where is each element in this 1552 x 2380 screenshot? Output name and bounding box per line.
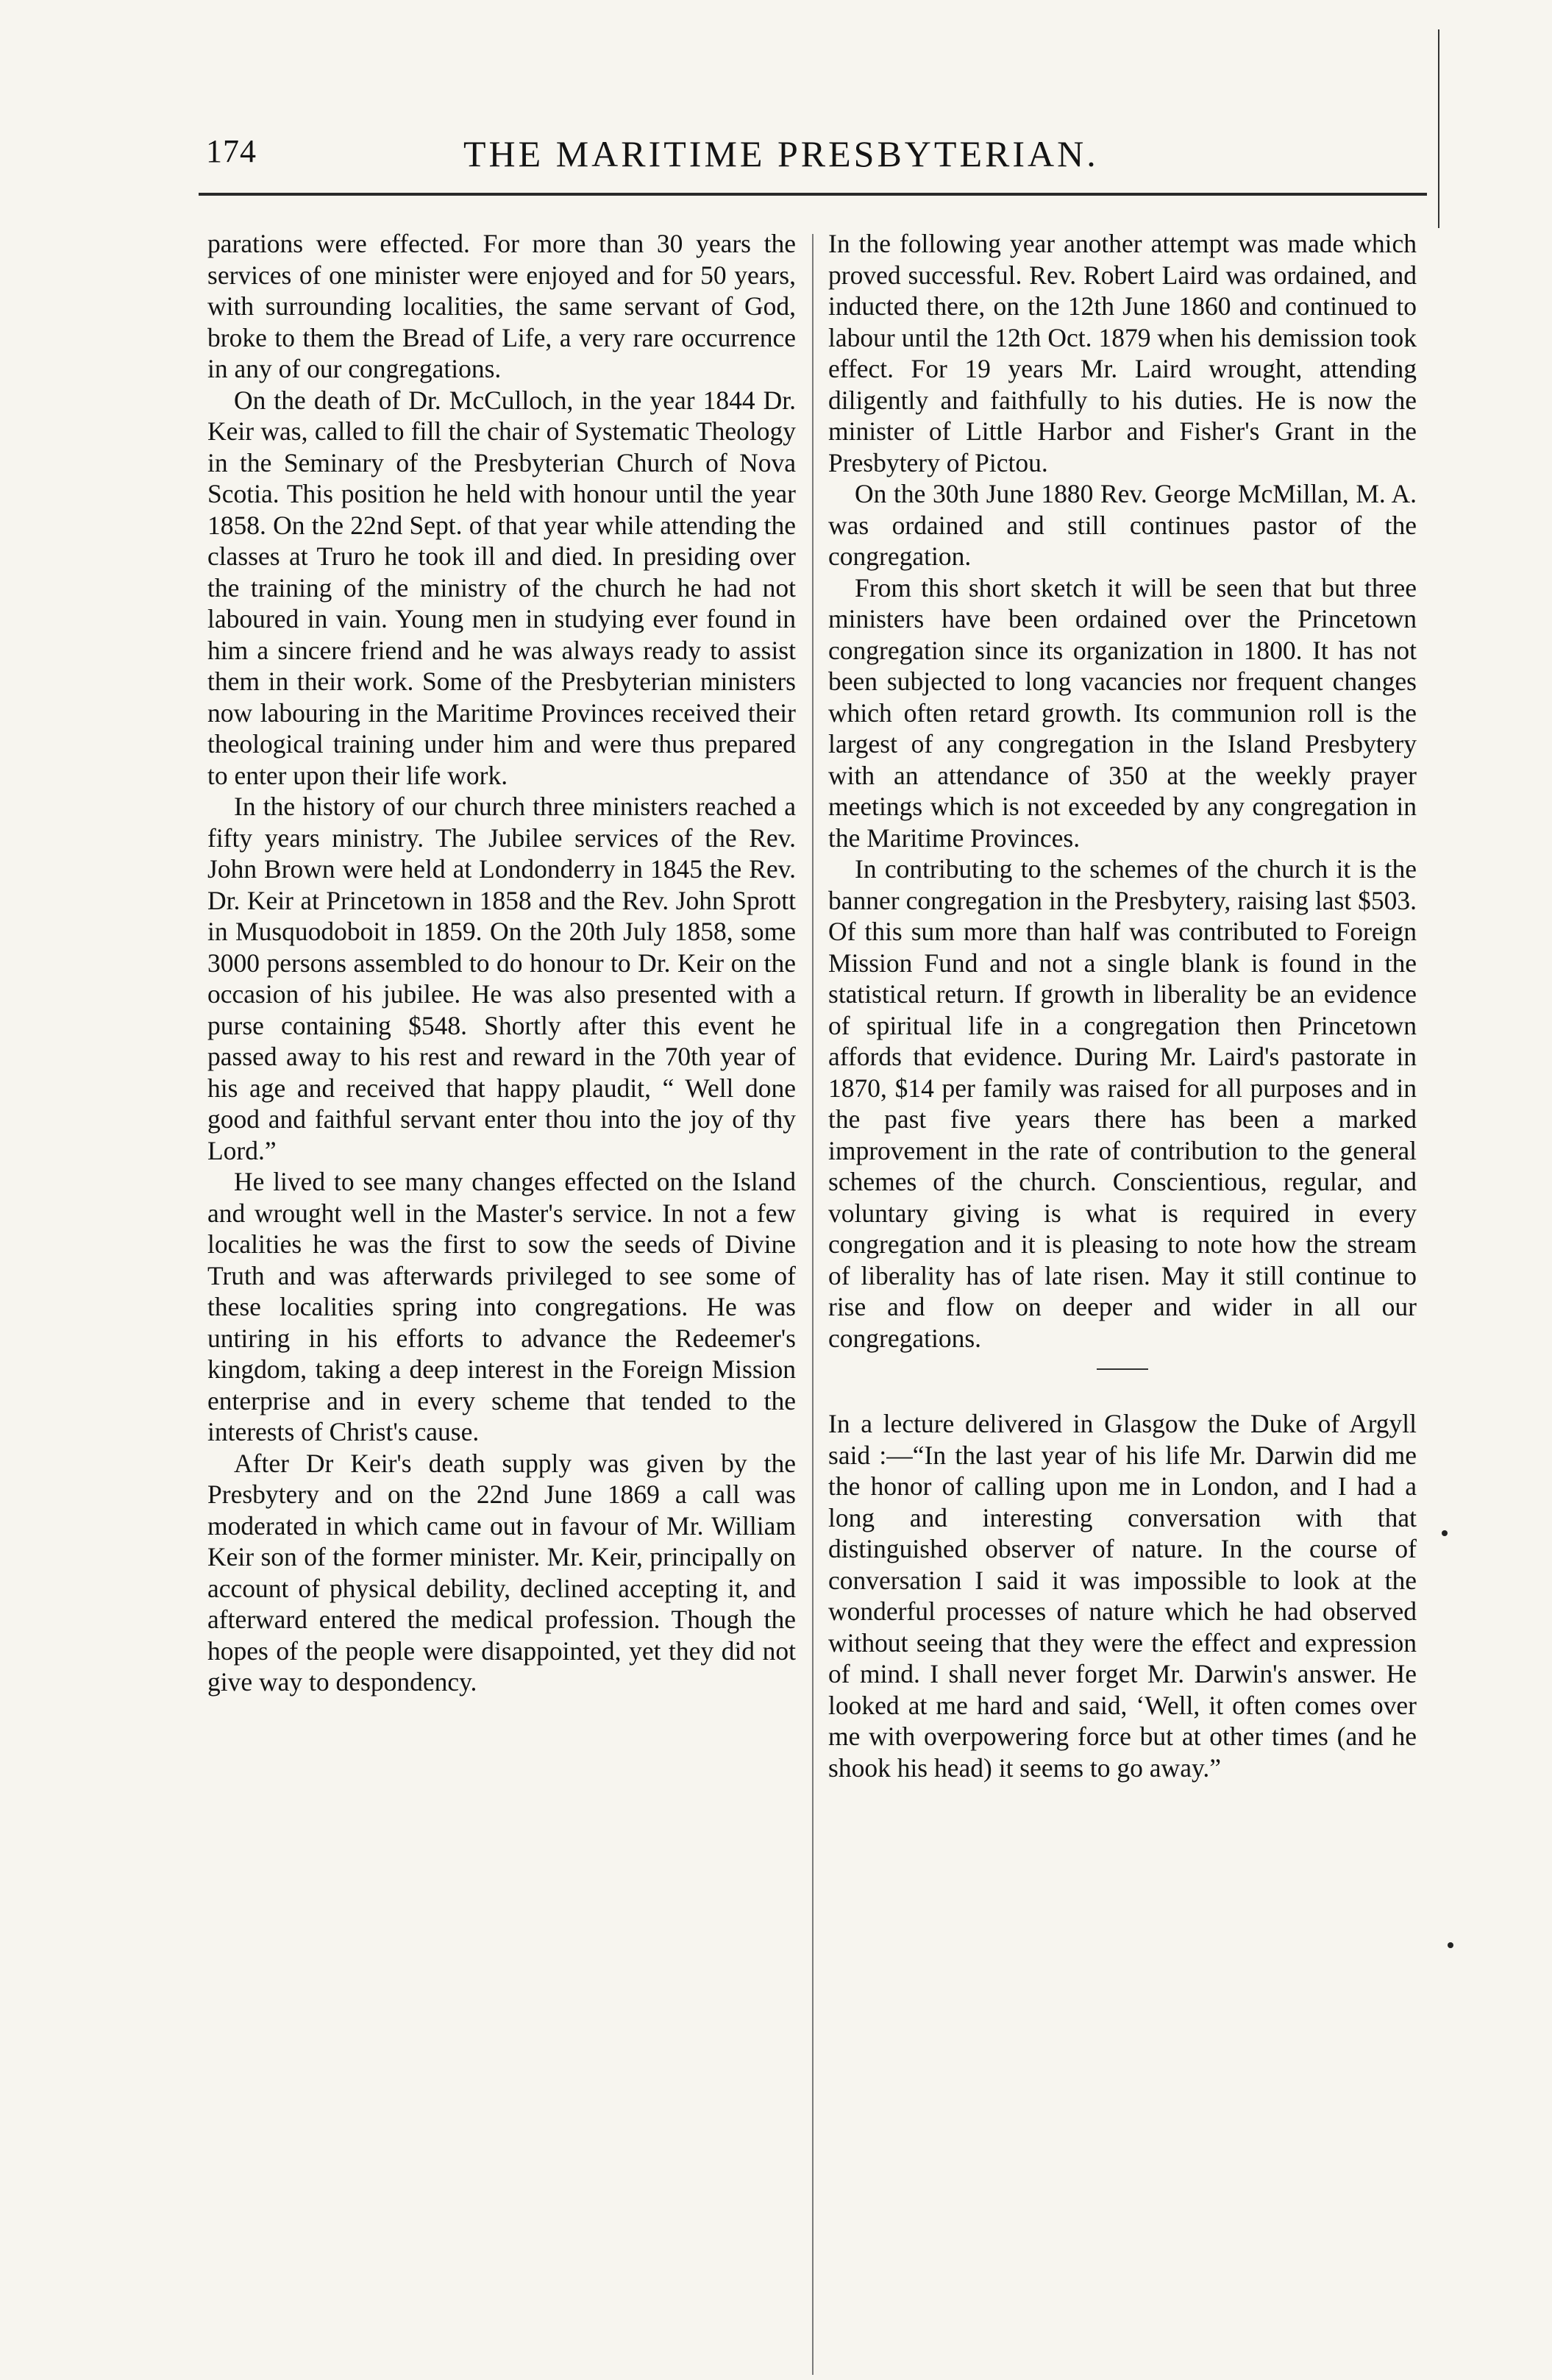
paragraph: On the 30th June 1880 Rev. George McMillan, M. A. was ordained and still continues pastor of the congregation.	[828, 479, 1417, 571]
paragraph: He lived to see many changes effected on the Island and wrought well in the Master's service. In not a few localities he was the first to sow the seeds of Divine Truth and was afterwards privileged to see some of these localities spring into congregations. He was untiring in his efforts to advance the Redeemer's kingdom, taking a deep interest in the Foreign Mission enterprise and in every scheme that tended to the interests of Christ's cause.	[207, 1167, 796, 1446]
page-header	[206, 132, 1427, 184]
column-divider	[812, 234, 814, 2375]
print-speck	[1442, 1530, 1448, 1536]
header-rule	[199, 193, 1427, 196]
paragraph: From this short sketch it will be seen that but three ministers have been ordained over the Princetown congregation since its organization in 1800. It has not been subjected to long vacancies nor frequent changes which often retard growth. Its communion roll is the largest of any congregation in the Island Presbytery with an attendance of 350 at the weekly prayer meetings which is not exceeded by any congregation in the Maritime Provinces.	[828, 572, 1417, 853]
paragraph: On the death of Dr. McCulloch, in the year 1844 Dr. Keir was, called to fill the chair of Systematic Theology in the Seminary of the Presbyterian Church of Nova Scotia. This position he held with honour until the year 1858. On the 22nd Sept. of that year while attending the classes at Truro he took ill and died. In presiding over the training of the ministry of the church he had not laboured in vain. Young men in studying ever found in him a sincere friend and he was always ready to assist them in their work. Some of the Presbyterian ministers now labouring in the Maritime Provinces received their theological training under him and were thus prepared to enter upon their life work.	[207, 385, 796, 790]
paragraph: In the following year another attempt was made which proved successful. Rev. Robert Laird was ordained, and inducted there, on the 12th June 1860 and continued to labour until the 12th Oct. 1879 when his demission took effect. For 19 years Mr. Laird wrought, attending diligently and faithfully to his duties. He is now the minister of Little Harbor and Fisher's Grant in the Presbytery of Pictou.	[828, 229, 1417, 477]
page-edge-mark	[1438, 29, 1439, 228]
section-divider	[1097, 1368, 1148, 1370]
paragraph: In a lecture delivered in Glasgow the Duke of Argyll said :—“In the last year of his life Mr. Darwin did me the honor of calling upon me in London, and I had a long and interesting conversation with that distinguished observer of nature. In the course of conversation I said it was impossible to look at the wonderful processes of nature which he had observed without seeing that they were the effect and expression of mind. I shall never forget Mr. Darwin's answer. He looked at me hard and said, ‘Well, it often comes over me with overpowering force but at other times (and he shook his head) it seems to go away.”	[828, 1409, 1417, 1783]
page-number: 174	[206, 133, 257, 169]
paragraph: parations were effected. For more than 30 years the services of one minister were enjoyed and for 50 years, with surrounding localities, the same servant of God, broke to them the Bread of Life, a very rare occurrence in any of our congregations.	[207, 229, 796, 383]
paragraph: In contributing to the schemes of the church it is the banner congregation in the Presbytery, raising last $503. Of this sum more than half was contributed to Foreign Mission Fund and not a single blank is found in the statistical return. If growth in liberality be an evidence of spiritual life in a congregation then Princetown affords that evidence. During Mr. Laird's pastorate in 1870, $14 per family was raised for all purposes and in the past five years there has been a marked improvement in the rate of contribution to the general schemes of the church. Conscientious, regular, and voluntary giving is what is required in every congregation and it is pleasing to note how the stream of liberality has of late risen. May it still continue to rise and flow on deeper and wider in all our congregations.	[828, 854, 1417, 1353]
paragraph: In the history of our church three ministers reached a fifty years ministry. The Jubilee services of the Rev. John Brown were held at Londonderry in 1845 the Rev. Dr. Keir at Princetown in 1858 and the Rev. John Sprott in Musquodoboit in 1859. On the 20th July 1858, some 3000 persons assembled to do honour to Dr. Keir on the occasion of his jubilee. He was also presented with a purse containing $548. Shortly after this event he passed away to his rest and reward in the 70th year of his age and received that happy plaudit, “ Well done good and faithful servant enter thou into the joy of thy Lord.”	[207, 792, 796, 1165]
paragraph: After Dr Keir's death supply was given by the Presbytery and on the 22nd June 1869 a call was moderated in which came out in favour of Mr. William Keir son of the former minister. Mr. Keir, principally on account of physical debility, declined accepting it, and afterward entered the medical profession. Though the hopes of the people were disappointed, yet they did not give way to despondency.	[207, 1448, 796, 1697]
right-column	[828, 228, 1417, 1783]
print-speck	[1448, 1942, 1453, 1948]
left-column	[207, 228, 796, 1698]
page-title: THE MARITIME PRESBYTERIAN.	[463, 133, 1099, 174]
